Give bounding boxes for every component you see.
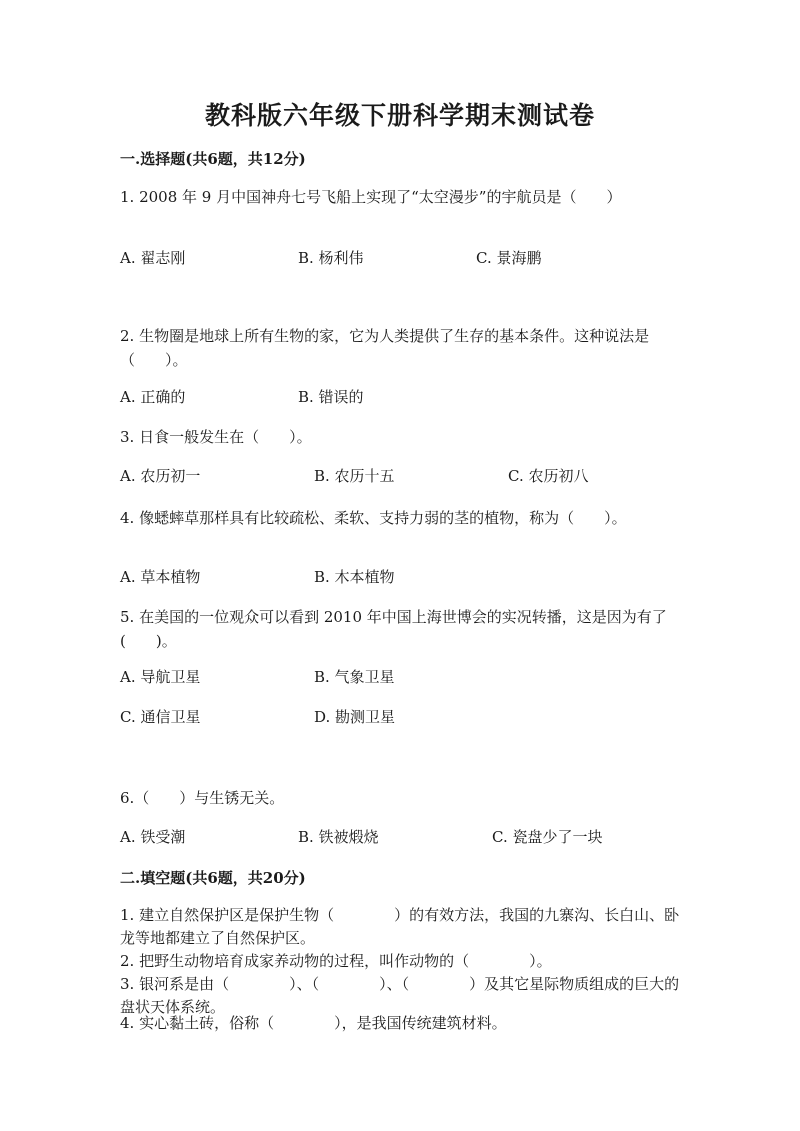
question-stem: 4. 像蟋蟀草那样具有比较疏松、柔软、支持力弱的茎的植物，称为（ ）。	[120, 509, 627, 527]
question-stem: 5. 在美国的一位观众可以看到 2010 年中国上海世博会的实况转播，这是因为有了( )。	[120, 608, 667, 650]
answer-option[interactable]: A. 铁受潮	[120, 828, 186, 846]
fill-item: 4. 实心黏土砖，俗称（ ），是我国传统建筑材料。	[120, 1014, 507, 1032]
answer-option[interactable]: C. 景海鹏	[476, 249, 542, 267]
answer-option[interactable]: C. 通信卫星	[120, 708, 201, 726]
section-heading-fill: 二.填空题(共6题，共20分)	[120, 869, 306, 887]
answer-option[interactable]: A. 草本植物	[120, 568, 201, 586]
fill-item: 2. 把野生动物培育成家养动物的过程，叫作动物的（ ）。	[120, 952, 552, 970]
question-stem: 1. 2008 年 9 月中国神舟七号飞船上实现了“太空漫步”的宇航员是（ ）	[120, 188, 622, 206]
answer-option[interactable]: B. 错误的	[298, 388, 364, 406]
fill-item: 3. 银河系是由（ ）、（ ）、（ ）及其它星际物质组成的巨大的盘状天体系统。	[120, 975, 680, 1016]
section-heading-choice: 一.选择题(共6题，共12分)	[120, 150, 306, 168]
fill-item: 1. 建立自然保护区是保护生物（ ）的有效方法，我国的九寨沟、长白山、卧龙等地都建立了自然保护区。	[120, 906, 680, 947]
answer-option[interactable]: C. 瓷盘少了一块	[492, 828, 603, 846]
question-stem: 2. 生物圈是地球上所有生物的家，它为人类提供了生存的基本条件。这种说法是（ ）。	[120, 327, 650, 369]
answer-option[interactable]: B. 杨利伟	[298, 249, 364, 267]
answer-option[interactable]: B. 农历十五	[314, 467, 395, 485]
question-stem: 3. 日食一般发生在（ ）。	[120, 428, 312, 446]
answer-option[interactable]: A. 导航卫星	[120, 668, 201, 686]
answer-option[interactable]: B. 气象卫星	[314, 668, 395, 686]
answer-option[interactable]: A. 正确的	[120, 388, 186, 406]
answer-option[interactable]: B. 木本植物	[314, 568, 395, 586]
answer-option[interactable]: C. 农历初八	[508, 467, 589, 485]
question-stem: 6.（ ）与生锈无关。	[120, 789, 285, 807]
answer-option[interactable]: A. 翟志刚	[120, 249, 186, 267]
page-title: 教科版六年级下册科学期末测试卷	[204, 101, 595, 130]
answer-option[interactable]: A. 农历初一	[120, 467, 201, 485]
answer-option[interactable]: D. 勘测卫星	[314, 708, 396, 726]
answer-option[interactable]: B. 铁被煅烧	[298, 828, 379, 846]
